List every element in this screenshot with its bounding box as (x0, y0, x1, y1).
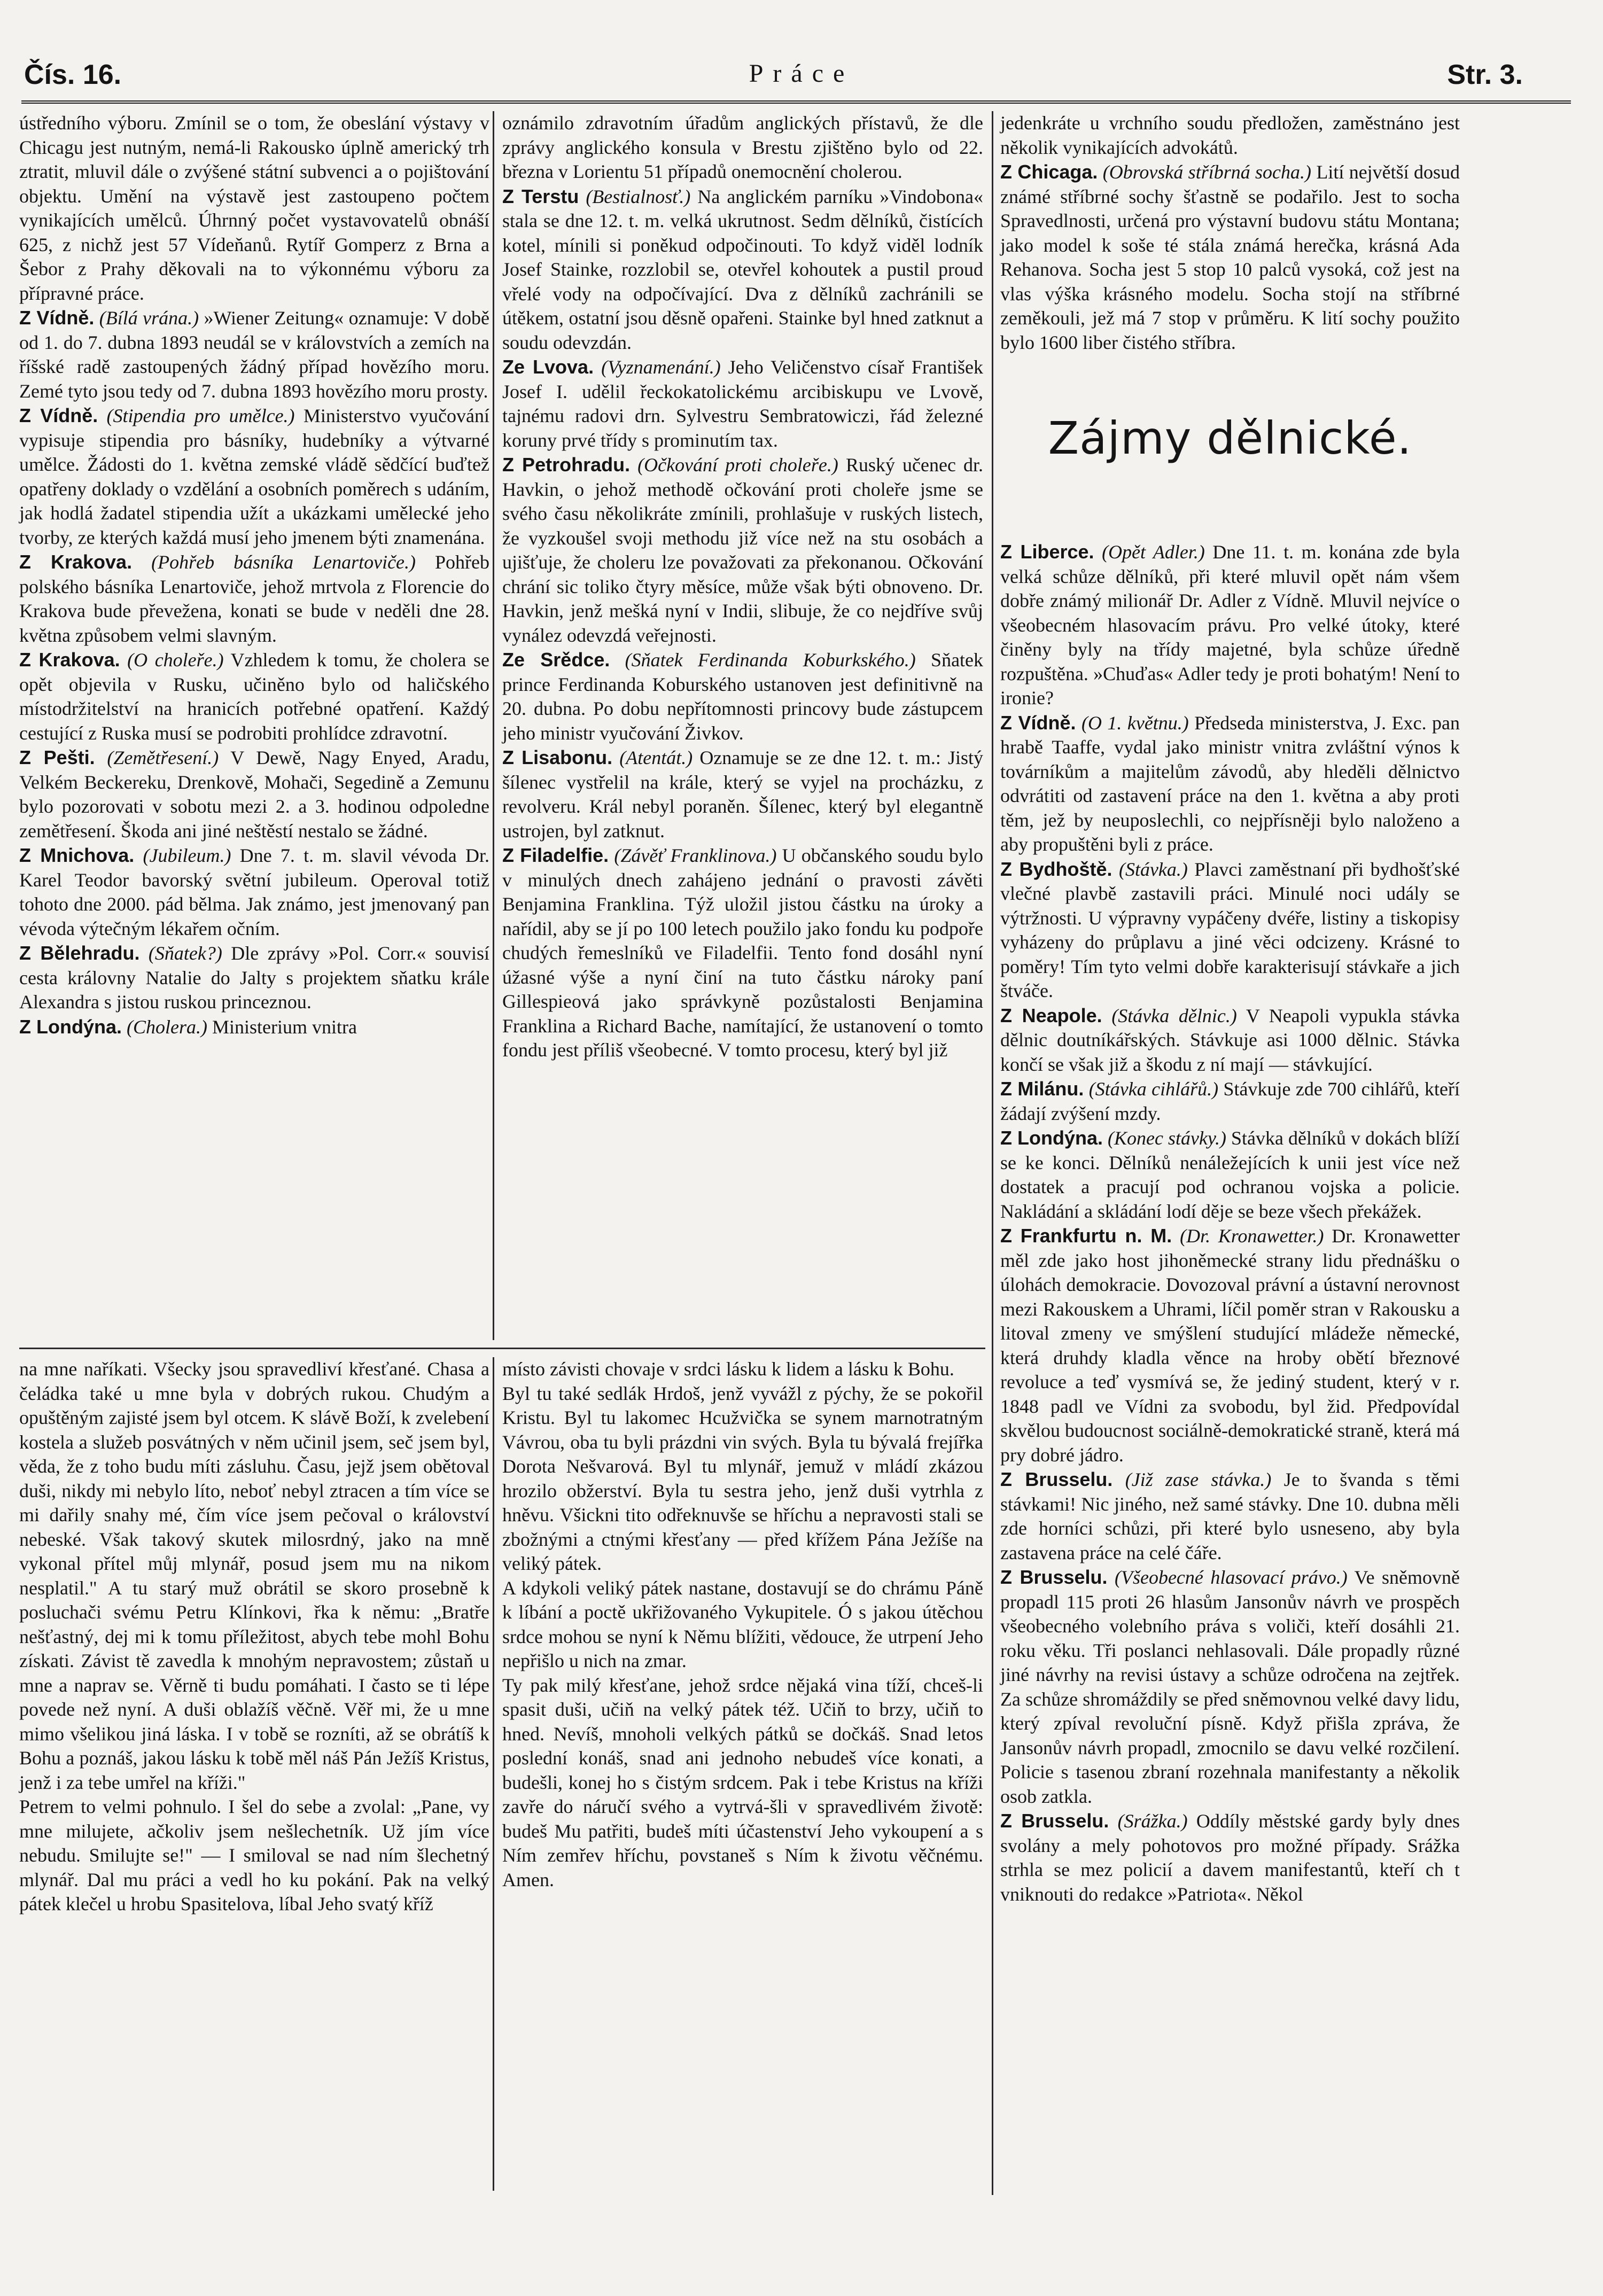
article-continuation: oznámilo zdravotním úřadům anglických přístavů, že dle zprávy anglického konsula v Brestu zjištěno bylo od 22. března v Lorientu 51 případů onemocnění cholerou. (502, 112, 983, 182)
column-workers-news (1000, 540, 1460, 2191)
article-continuation: ústředního výboru. Zmínil se o tom, že obeslání výstavy v Chicagu jest nutným, nemá-li Rakousko úplně americký trh ztratit, mluvil dále o zvýšené státní subvenci a o pojištování objektu. Umění na výstavě jest zastoupeno počtem vynikajících umělců. Úhrnný počet vystavovatelů obnáší 625, z nichž jest 57 Vídeňanů. Rytíř Gomperz z Brna a Šebor z Prahy děkovali na to výkonnému výboru za přípravné práce. (19, 112, 489, 304)
article: Z Lisabonu. (Atentát.) Oznamuje se ze dne 12. t. m.: Jistý šílenec vystřelil na krále, který se vyjel na procházku, z revolveru. Král nebyl poraněn. Šílenec, který byl elegantně ustrojen, byl zatknut. (502, 746, 984, 842)
article: Z Petrohradu. (Očkování proti choleře.) Ruský učenec dr. Havkin, o jehož methodě očkování proti choleře jsme se svého času několikráte zmínili, prohlašuje v ruských listech, že vyzkoušel svoji methodu již více než na stu osobách a ujišťuje, že choleru lze považovati za překonanou. Očkování chrání sic toliko čtyry měsíce, může však býti obnoveno. Dr. Havkin, jenž mešká nyní v Indii, slibuje, že co nejdříve svůj vynález odevzdá veřejnosti. (502, 454, 984, 646)
article: Z Krakova. (Pohřeb básníka Lenartoviče.) Pohřeb polského básníka Lenartoviče, jehož mrtvola z Florencie do Krakova bude převežena, konati se bude v neděli dne 28. května způsobem velmi slavným. (19, 551, 490, 646)
article: Z Pešti. (Zemětřesení.) V Dewě, Nagy Enyed, Aradu, Velkém Beckereku, Drenkově, Mohači, Segedině a Zemunu bylo pozorovati v sobotu mezi 2. a 3. hodinou odpoledne zemětřesení. Škoda ani jiné neštěstí nestalo se žádné. (19, 746, 489, 842)
story-paragraph: Ty pak milý křesťane, jehož srdce nějaká vina tíží, chceš-li spasit duši, učiň na velký pátek též. Učiň to brzy, učiň to hned. Nevíš, mnoholi velkých pátků se dočkáš. Snad letos poslední konáš, snad ani jednoho nebudeš více konati, a budešli, konej ho s čistým srdcem. Pak i tebe Kristus na kříži zavře do náručí svého a vytrvá-šli v spravedlivém životě: budeš Mu patřiti, budeš míti účastenství Jeho vykoupení a s Ním zemřev hříchu, povstaneš s Ním k životu věčnému. Amen. (502, 1674, 983, 1890)
column-news-3 (1000, 111, 1460, 353)
article: Z Londýna. (Konec stávky.) Stávka dělníků v dokách blíží se ke konci. Dělníků nenáležejících k unii jest více než dostatek a pracují pod ochranou vojska a policie. Nakládání a skládání lodí děje se beze všech překážek. (1000, 1127, 1460, 1222)
article: Z Frankfurtu n. M. (Dr. Kronawetter.) Dr. Kronawetter měl zde jako host jihoněmecké strany lidu přednášku o úlohách demokracie. Dovozoval právní a ústavní nerovnost mezi Rakouskem a Uhrami, líčil poměr stran v Rakousku a litoval zmeny ve smýšlení studující mládeže německé, která druhdy kladla věnce na hroby obětí březnové revoluce a teď vysmívá se, že jediný student, který v r. 1848 padl ve Vídni za svobodu, byl žid. Předpovídal skvělou budoucnost sociálně-demokratické straně, která má pry dobré jádro. (1000, 1225, 1460, 1466)
story-paragraph: Byl tu také sedlák Hrdoš, jenž vyvážl z pýchy, že se pokořil Kristu. Byl tu lakomec Hcužvička se synem marnotratným Vávrou, oba tu byli prázdni vin svých. Byla tu bývalá frejířka Dorota Nešvarová. Byl tu mlynář, jemuž v mládí zkázou hrozilo obžerství. Byla tu sestra jeho, jenž duši vytrhla z hněvu. Všickni tito odřeknuvše se hříchu a nepravosti stali se zbožnými a ctnými křesťany — před křížem Pána Ježíše na veliký pátek. (502, 1382, 983, 1574)
header-rule (21, 100, 1571, 104)
article-continuation: jedenkráte u vrchního soudu předložen, zaměstnáno jest několik vynikajících advokátů. (1000, 112, 1460, 158)
column-divider (493, 111, 494, 1340)
column-news-2 (502, 111, 983, 1340)
story-paragraph: na mne naříkati. Všecky jsou spravedliví křesťané. Chasa a čeládka také u mne byla v dobrých rukou. Chudým a opuštěným zajisté jsem byl otcem. K slávě Boží, k zvelebení kostela a služeb posvátných v něm učinil jsem, seč jsem byl, věda, že z toho budu míti zásluhu. Času, jejž jsem obětoval duši, nikdy mi nebylo líto, neboť nebyl ztracen a tím více se mi dařily snahy mé, čím více jsem pečoval o království nebeské. Však takový skutek milosrdný, jako na mně vykonal přítel můj mlynář, posud jsem mu na nikom nesplatil." A tu starý muž obrátil se skoro prosebně k posluchači svému Petru Klínkovi, řka k němu: „Bratře nešťastný, dej mi k tomu příležitost, abych tebe mohl Bohu získati. Závist tě zavedla k mnohým nepravostem; zůstaň u mne a naprav se. Věrně ti budu pomáhati. I často se ti lépe povede než nyní. A duši oblažíš věčně. Věř mi, že u mne mimo všelikou jiná láska. I v tobě se rozníti, až se obrátíš k Bohu a poznáš, jakou lásku k tobě měl náš Pán Ježíš Kristus, jenž i za tebe umřel na kříži." (19, 1358, 489, 1793)
article: Z Brusselu. (Srážka.) Oddíly městské gardy byly dnes svolány a mely pohotovos pro možné případy. Srážka strhla se mez policií a davem manifestantů, kteří ch t vniknouti do redakce »Patriota«. Někol (1000, 1810, 1460, 1905)
article: Z Vídně. (O 1. květnu.) Předseda ministerstva, J. Exc. pan hrabě Taaffe, vydal jako ministr vnitra zvláštní výnos k továrníkům a majitelům závodů, aby hleděli dělnictvo odvrátiti od zastavení práce na den 1. května a aby proti těm, jež by neuposlechli, co nejpřísněji bylo naloženo a aby propuštěni byli z práce. (1000, 711, 1460, 855)
article: Z Mnichova. (Jubileum.) Dne 7. t. m. slavil vévoda Dr. Karel Teodor bavorský světní jubileum. Operoval totiž tohoto dne 2000. pád bělma. Jak známo, jest jmenovaný pan vévoda výtečným lékařem očním. (19, 844, 489, 939)
article: Z Bělehradu. (Sňatek?) Dle zprávy »Pol. Corr.« souvisí cesta královny Natalie do Jalty s projektem sňatku krále Alexandra s jistou ruskou princeznou. (19, 942, 490, 1013)
newspaper-title: Práce (749, 59, 854, 88)
article: Z Milánu. (Stávka cihlářů.) Stávkuje zde 700 cihlářů, kteří žádají zvýšení mzdy. (1000, 1078, 1460, 1124)
issue-number: Čís. 16. (24, 59, 122, 90)
article: Z Londýna. (Cholera.) Ministerium vnitra (19, 1015, 357, 1038)
column-news-1 (19, 111, 489, 1340)
article: Z Vídně. (Stipendia pro umělce.) Ministerstvo vyučování vypisuje stipendia pro básníky, hudebníky a výtvarné umělce. Žádosti do 1. května zemské vládě sědčící buďtež opatřeny doklady o vzdělání a osobních poměrech s udáním, jak hodlá žadatel stipendia užít a ukázkami umělecké jeho tvorby, ze kterých každá musí jeho jmenem býti znamenána. (19, 404, 490, 548)
article: Z Filadelfie. (Závěť Franklinova.) U občanského soudu bylo v minulých dnech zahájeno jednání o pravosti závěti Benjamina Franklina. Týž uložil jistou částku na úroky a nařídil, aby se jí po 100 letech použilo jako fondu ku podpoře chudých řemeslníků ve Filadelfii. Tento fond dosáhl nyní úžasné výše a nyní činí na tuto částku nároky paní Gillespieová jako správkyně pozůstalosti Benjamina Franklina a Richard Bache, namítající, že ustanovení o tomto fondu jest příliš všeobecné. V tomto procesu, který byl již (502, 844, 983, 1061)
article: Z Bydhoště. (Stávka.) Plavci zaměstnaní při bydhošťské vlečné plavbě zastavili práci. Minulé noci udály se výtržnosti. U výpravny vypáčeny dvéře, listiny a tiskopisy vyházeny do průplavu a jiné věci odcizeny. Krásné to poměry! Tím tyto velmi dobře karakterisují stávkaře a jich štváče. (1000, 858, 1460, 1001)
article: Z Krakova. (O choleře.) Vzhledem k tomu, že cholera se opět objevila v Rusku, učiněno bylo od haličského místodržitelství na hranicích potřebné opatření. Každý cestující z Ruska musí se podrobiti prohlídce zdravotní. (19, 649, 490, 744)
article: Z Neapole. (Stávka dělnic.) V Neapoli vypukla stávka dělnic doutníkářských. Stávkuje asi 1000 dělnic. Stávka končí se však již a škodu z ní mají — stávkující. (1000, 1004, 1460, 1075)
page-number: Str. 3. (1447, 59, 1523, 90)
article: Z Brusselu. (Všeobecné hlasovací právo.) Ve sněmovně propadl 115 proti 26 hlasům Jansonův návrh ve prospěch všeobecného volebního práva s voliči, kteří dosáhli 21. roku věku. Tři poslanci nehlasovali. Dále propadly různé jiné návrhy na revisi ústavy a schůze odročena na zejtřek. Za schůze shromáždily se před sněmovnou velké davy lidu, který zpíval revoluční písně. Když přišla zpráva, že Jansonův návrh propadl, zmocnilo se davu velké rozčilení. Policie s tasenou zbraní rozehnala manifestanty a několik osob zatkla. (1000, 1566, 1460, 1807)
story-paragraph: Petrem to velmi pohnulo. I šel do sebe a zvolal: „Pane, vy mne milujete, ačkoliv jsem nešlechetník. Už jím více nebudu. Smilujte se!" — I smiloval se nad ním šlechetný mlynář. Dal mu práci a vedl ho ku pokání. Pak na velký pátek klečel u hrobu Spasitelova, líbal Jeho svatý kříž (19, 1796, 489, 1914)
column-feuilleton-1 (19, 1357, 489, 2191)
story-paragraph: A kdykoli veliký pátek nastane, dostavují se do chrámu Páně k líbání a poctě ukřižovaného Vykupitele. Ó s jakou útěchou srdce mohou se nyní k Němu blížiti, vědouce, že utrpení Jeho nepřišlo u nich na zmar. (502, 1577, 983, 1671)
section-title: Zájmy dělnické. (1048, 412, 1412, 464)
article: Z Brusselu. (Již zase stávka.) Je to švanda s těmi stávkami! Nic jiného, než samé stávky. Dne 10. dubna měli zde horníci schůzi, při které bylo usneseno, aby byla zastavena práce na celé čáře. (1000, 1468, 1460, 1563)
article: Z Chicaga. (Obrovská stříbrná socha.) Lití největší dosud známé stříbrné sochy šťastně se podařilo. Jest to socha Spravedlnosti, určená pro výstavní budovu státu Montana; jako model k soše té stála známá herečka, krásná Ada Rehanova. Socha jest 5 stop 10 palců vysoká, což jest na vlas výška krásného modelu. Socha stojí na stříbrné zeměkouli, jež má 7 stop v průměru. K lití sochy použito bylo 1600 liber čistého stříbra. (1000, 161, 1460, 353)
article: Ze Srědce. (Sňatek Ferdinanda Koburkského.) Sňatek prince Ferdinanda Koburského ustanoven jest definitivně na 20. dubna. Po dobu nepřítomnosti princovy bude zástupcem jeho ministr vyučování Živkov. (502, 649, 984, 744)
article: Z Terstu (Bestialnosť.) Na anglickém parníku »Vindobona« stala se dne 12. t. m. velká ukrutnost. Sedm dělníků, čistících kotel, mínili si poněkud odpočinouti. To když viděl lodník Josef Stainke, rozzlobil se, otevřel kohoutek a pustil proud vřelé vody na odpočívající. Dva z dělníků zachránili se útěkem, ostatní jsou děsně opařeni. Stainke byl hned zatknut a soudu odevzdán. (502, 185, 984, 353)
article: Z Vídně. (Bílá vrána.) »Wiener Zeitung« oznamuje: V době od 1. do 7. dubna 1893 neudál se v královstvích a zemích na říšské radě zastoupených žádný případ hovězího moru. Zemé tyto jsou tedy od 7. dubna 1893 hovězího moru prosty. (19, 307, 490, 402)
column-divider (493, 1357, 494, 2191)
article: Z Liberce. (Opět Adler.) Dne 11. t. m. konána zde byla velká schůze dělníků, při které mluvil opět nám všem dobře známý milionář Dr. Adler z Vídně. Mluvil nejvíce o všeobecném hlasovacím právu. Pro velké útoky, které činěny byly na třídy majetné, byla schůze úředně rozpuštěna. »Chuďas« Adler tedy je proti bohatým! Není to ironie? (1000, 541, 1460, 709)
feuilleton-rule (19, 1348, 985, 1349)
article: Ze Lvova. (Vyznamenání.) Jeho Veličenstvo císař František Josef I. udělil řeckokatolickému arcibiskupu ve Lvově, tajnému radovi drn. Sylvestru Sembratowiczi, řád železné koruny prvé třídy s prominutím tax. (502, 356, 984, 451)
column-divider (992, 111, 993, 2195)
column-feuilleton-2 (502, 1357, 983, 2191)
story-paragraph: místo závisti chovaje v srdci lásku k lidem a lásku k Bohu. (502, 1358, 954, 1380)
page-header (0, 59, 1603, 91)
